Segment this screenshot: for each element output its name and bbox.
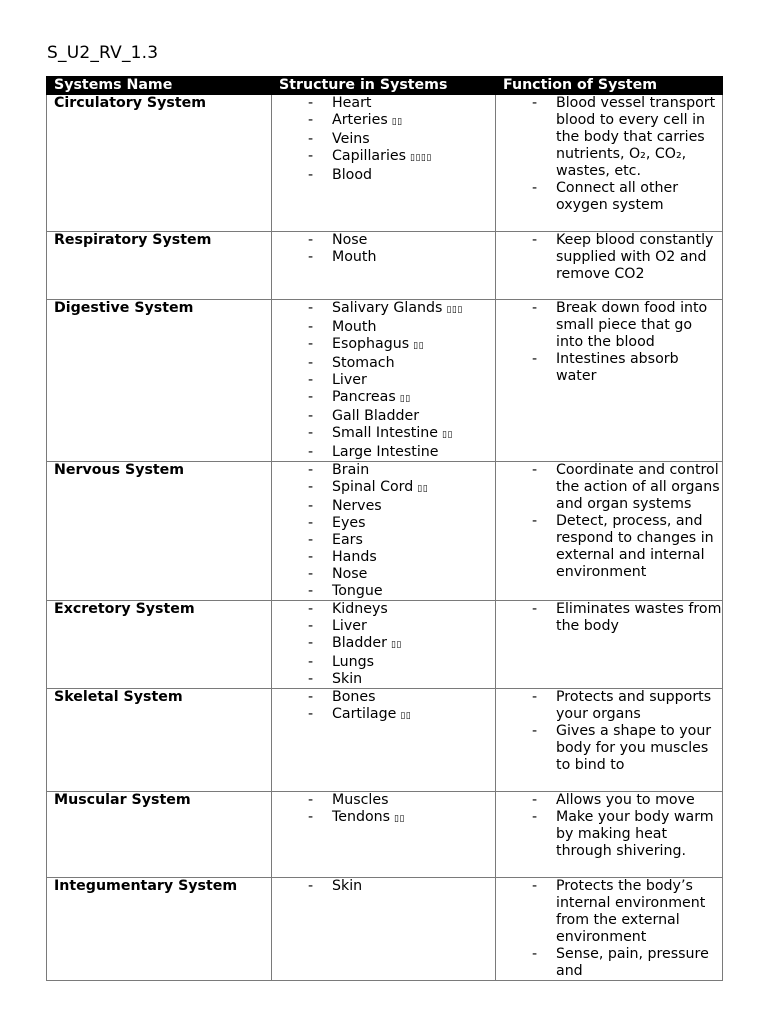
structure-item <box>308 515 495 532</box>
structure-item <box>308 689 495 706</box>
structure-label: Mouth <box>332 319 377 335</box>
table-row <box>47 792 723 878</box>
structure-label: Mouth <box>332 249 377 265</box>
structure-item <box>308 112 495 131</box>
structure-label: Liver <box>332 372 367 388</box>
function-item: - Sense, pain, pressure and <box>532 946 722 980</box>
structure-item <box>308 618 495 635</box>
structure-item <box>308 355 495 372</box>
structure-cell <box>272 300 496 462</box>
structure-label: Gall Bladder <box>332 408 420 424</box>
function-item: - Eliminates wastes from the body <box>532 601 722 635</box>
header-structure: Structure in Systems <box>272 77 496 95</box>
system-name-cell: Nervous System <box>47 462 272 601</box>
table-row <box>47 300 723 462</box>
structure-annotation: ▯▯ <box>442 430 453 440</box>
function-cell <box>496 792 723 878</box>
structure-annotation: ▯▯ <box>400 711 412 721</box>
structure-item <box>308 706 495 725</box>
structure-cell <box>272 95 496 232</box>
structure-list <box>279 601 495 688</box>
function-cell <box>496 689 723 792</box>
structure-label: Liver <box>332 618 367 634</box>
structure-label: Blood <box>332 167 373 183</box>
structure-label: Skin <box>332 878 363 894</box>
structure-item <box>308 583 495 600</box>
table-row <box>47 878 723 981</box>
table-header-row <box>47 77 723 95</box>
function-list <box>503 95 722 214</box>
document-title: S_U2_RV_1.3 <box>47 43 159 63</box>
table-row <box>47 601 723 689</box>
structure-item <box>308 532 495 549</box>
structure-annotation: ▯▯ <box>390 640 402 650</box>
function-item: - Blood vessel transport blood to every cell in the body that carries nutrients, O₂, CO₂, wastes, etc. <box>532 95 722 180</box>
structure-item <box>308 878 495 895</box>
function-item: - Protects and supports your organs <box>532 689 722 723</box>
structure-item <box>308 167 495 184</box>
table-row <box>47 95 723 232</box>
function-list <box>503 601 722 635</box>
structure-label: Kidneys <box>332 601 388 617</box>
function-list <box>503 878 722 980</box>
structure-item <box>308 372 495 389</box>
structure-label: Ears <box>332 532 363 548</box>
structure-item <box>308 319 495 336</box>
structure-label: Spinal Cord <box>332 479 414 495</box>
structure-label: Bones <box>332 689 376 705</box>
structure-item <box>308 498 495 515</box>
structure-list <box>279 300 495 461</box>
function-list <box>503 300 722 385</box>
structure-label: Small Intestine <box>332 425 438 441</box>
function-cell <box>496 232 723 300</box>
function-item: - Coordinate and control the action of all organs and organ systems <box>532 462 722 513</box>
system-name-cell: Respiratory System <box>47 232 272 300</box>
structure-list <box>279 95 495 184</box>
function-cell <box>496 462 723 601</box>
system-name-cell: Integumentary System <box>47 878 272 981</box>
function-item: - Intestines absorb water <box>532 351 722 385</box>
structure-item <box>308 792 495 809</box>
structure-item <box>308 671 495 688</box>
function-item: - Break down food into small piece that go into the blood <box>532 300 722 351</box>
structure-label: Cartilage <box>332 706 397 722</box>
structure-annotation: ▯▯ <box>413 341 425 351</box>
structure-label: Heart <box>332 95 372 111</box>
structure-label: Capillaries <box>332 148 407 164</box>
structure-label: Hands <box>332 549 377 565</box>
structure-label: Bladder <box>332 635 387 651</box>
structure-label: Eyes <box>332 515 366 531</box>
structure-label: Muscles <box>332 792 389 808</box>
structure-list <box>279 878 495 895</box>
structure-label: Lungs <box>332 654 375 670</box>
structure-item <box>308 566 495 583</box>
structure-item <box>308 635 495 654</box>
systems-table <box>46 76 723 981</box>
structure-annotation: ▯▯ <box>399 394 411 404</box>
system-name-cell: Muscular System <box>47 792 272 878</box>
function-list <box>503 232 722 283</box>
structure-item <box>308 549 495 566</box>
structure-item <box>308 654 495 671</box>
structure-item <box>308 479 495 498</box>
structure-annotation: ▯▯ <box>394 814 405 824</box>
structure-cell <box>272 689 496 792</box>
function-item: - Make your body warm by making heat through shivering. <box>532 809 722 860</box>
function-list <box>503 689 722 774</box>
structure-cell <box>272 232 496 300</box>
function-cell <box>496 601 723 689</box>
structure-label: Arteries <box>332 112 388 128</box>
function-cell <box>496 878 723 981</box>
structure-annotation: ▯▯ <box>417 484 429 494</box>
structure-list <box>279 792 495 828</box>
table-row <box>47 232 723 300</box>
system-name-cell: Digestive System <box>47 300 272 462</box>
structure-item <box>308 336 495 355</box>
table-row <box>47 689 723 792</box>
function-cell <box>496 300 723 462</box>
structure-cell <box>272 878 496 981</box>
structure-item <box>308 408 495 425</box>
structure-item <box>308 462 495 479</box>
system-name-cell: Skeletal System <box>47 689 272 792</box>
structure-item <box>308 601 495 618</box>
structure-label: Esophagus <box>332 336 410 352</box>
structure-item <box>308 389 495 408</box>
structure-list <box>279 689 495 725</box>
structure-item <box>308 148 495 167</box>
structure-label: Skin <box>332 671 363 687</box>
table-row <box>47 462 723 601</box>
structure-item <box>308 300 495 319</box>
structure-annotation: ▯▯▯ <box>446 305 463 315</box>
structure-item <box>308 249 495 266</box>
structure-item <box>308 444 495 461</box>
structure-label: Large Intestine <box>332 444 439 460</box>
structure-item <box>308 425 495 444</box>
structure-label: Nerves <box>332 498 382 514</box>
structure-label: Tongue <box>332 583 383 599</box>
structure-annotation: ▯▯ <box>391 117 403 127</box>
structure-label: Veins <box>332 131 370 147</box>
structure-label: Brain <box>332 462 370 478</box>
structure-label: Pancreas <box>332 389 396 405</box>
function-item: - Protects the body’s internal environment from the external environment <box>532 878 722 946</box>
structure-list <box>279 232 495 266</box>
structure-label: Salivary Glands <box>332 300 443 316</box>
structure-item <box>308 232 495 249</box>
function-item: - Keep blood constantly supplied with O2 and remove CO2 <box>532 232 722 283</box>
system-name-cell: Circulatory System <box>47 95 272 232</box>
function-item: - Detect, process, and respond to changes in external and internal environment <box>532 513 722 581</box>
function-item: - Gives a shape to your body for you muscles to bind to <box>532 723 722 774</box>
structure-cell <box>272 792 496 878</box>
function-list <box>503 462 722 581</box>
structure-label: Nose <box>332 566 368 582</box>
function-item: - Connect all other oxygen system <box>532 180 722 214</box>
structure-cell <box>272 462 496 601</box>
function-list <box>503 792 722 860</box>
header-function: Function of System <box>496 77 723 95</box>
function-cell <box>496 95 723 232</box>
structure-item <box>308 95 495 112</box>
header-systems-name: Systems Name <box>47 77 272 95</box>
structure-label: Tendons <box>332 809 391 825</box>
structure-cell <box>272 601 496 689</box>
structure-label: Nose <box>332 232 368 248</box>
structure-item <box>308 131 495 148</box>
structure-item <box>308 809 495 828</box>
structure-label: Stomach <box>332 355 395 371</box>
structure-list <box>279 462 495 600</box>
structure-annotation: ▯▯▯▯ <box>410 153 432 163</box>
system-name-cell: Excretory System <box>47 601 272 689</box>
function-item: - Allows you to move <box>532 792 722 809</box>
